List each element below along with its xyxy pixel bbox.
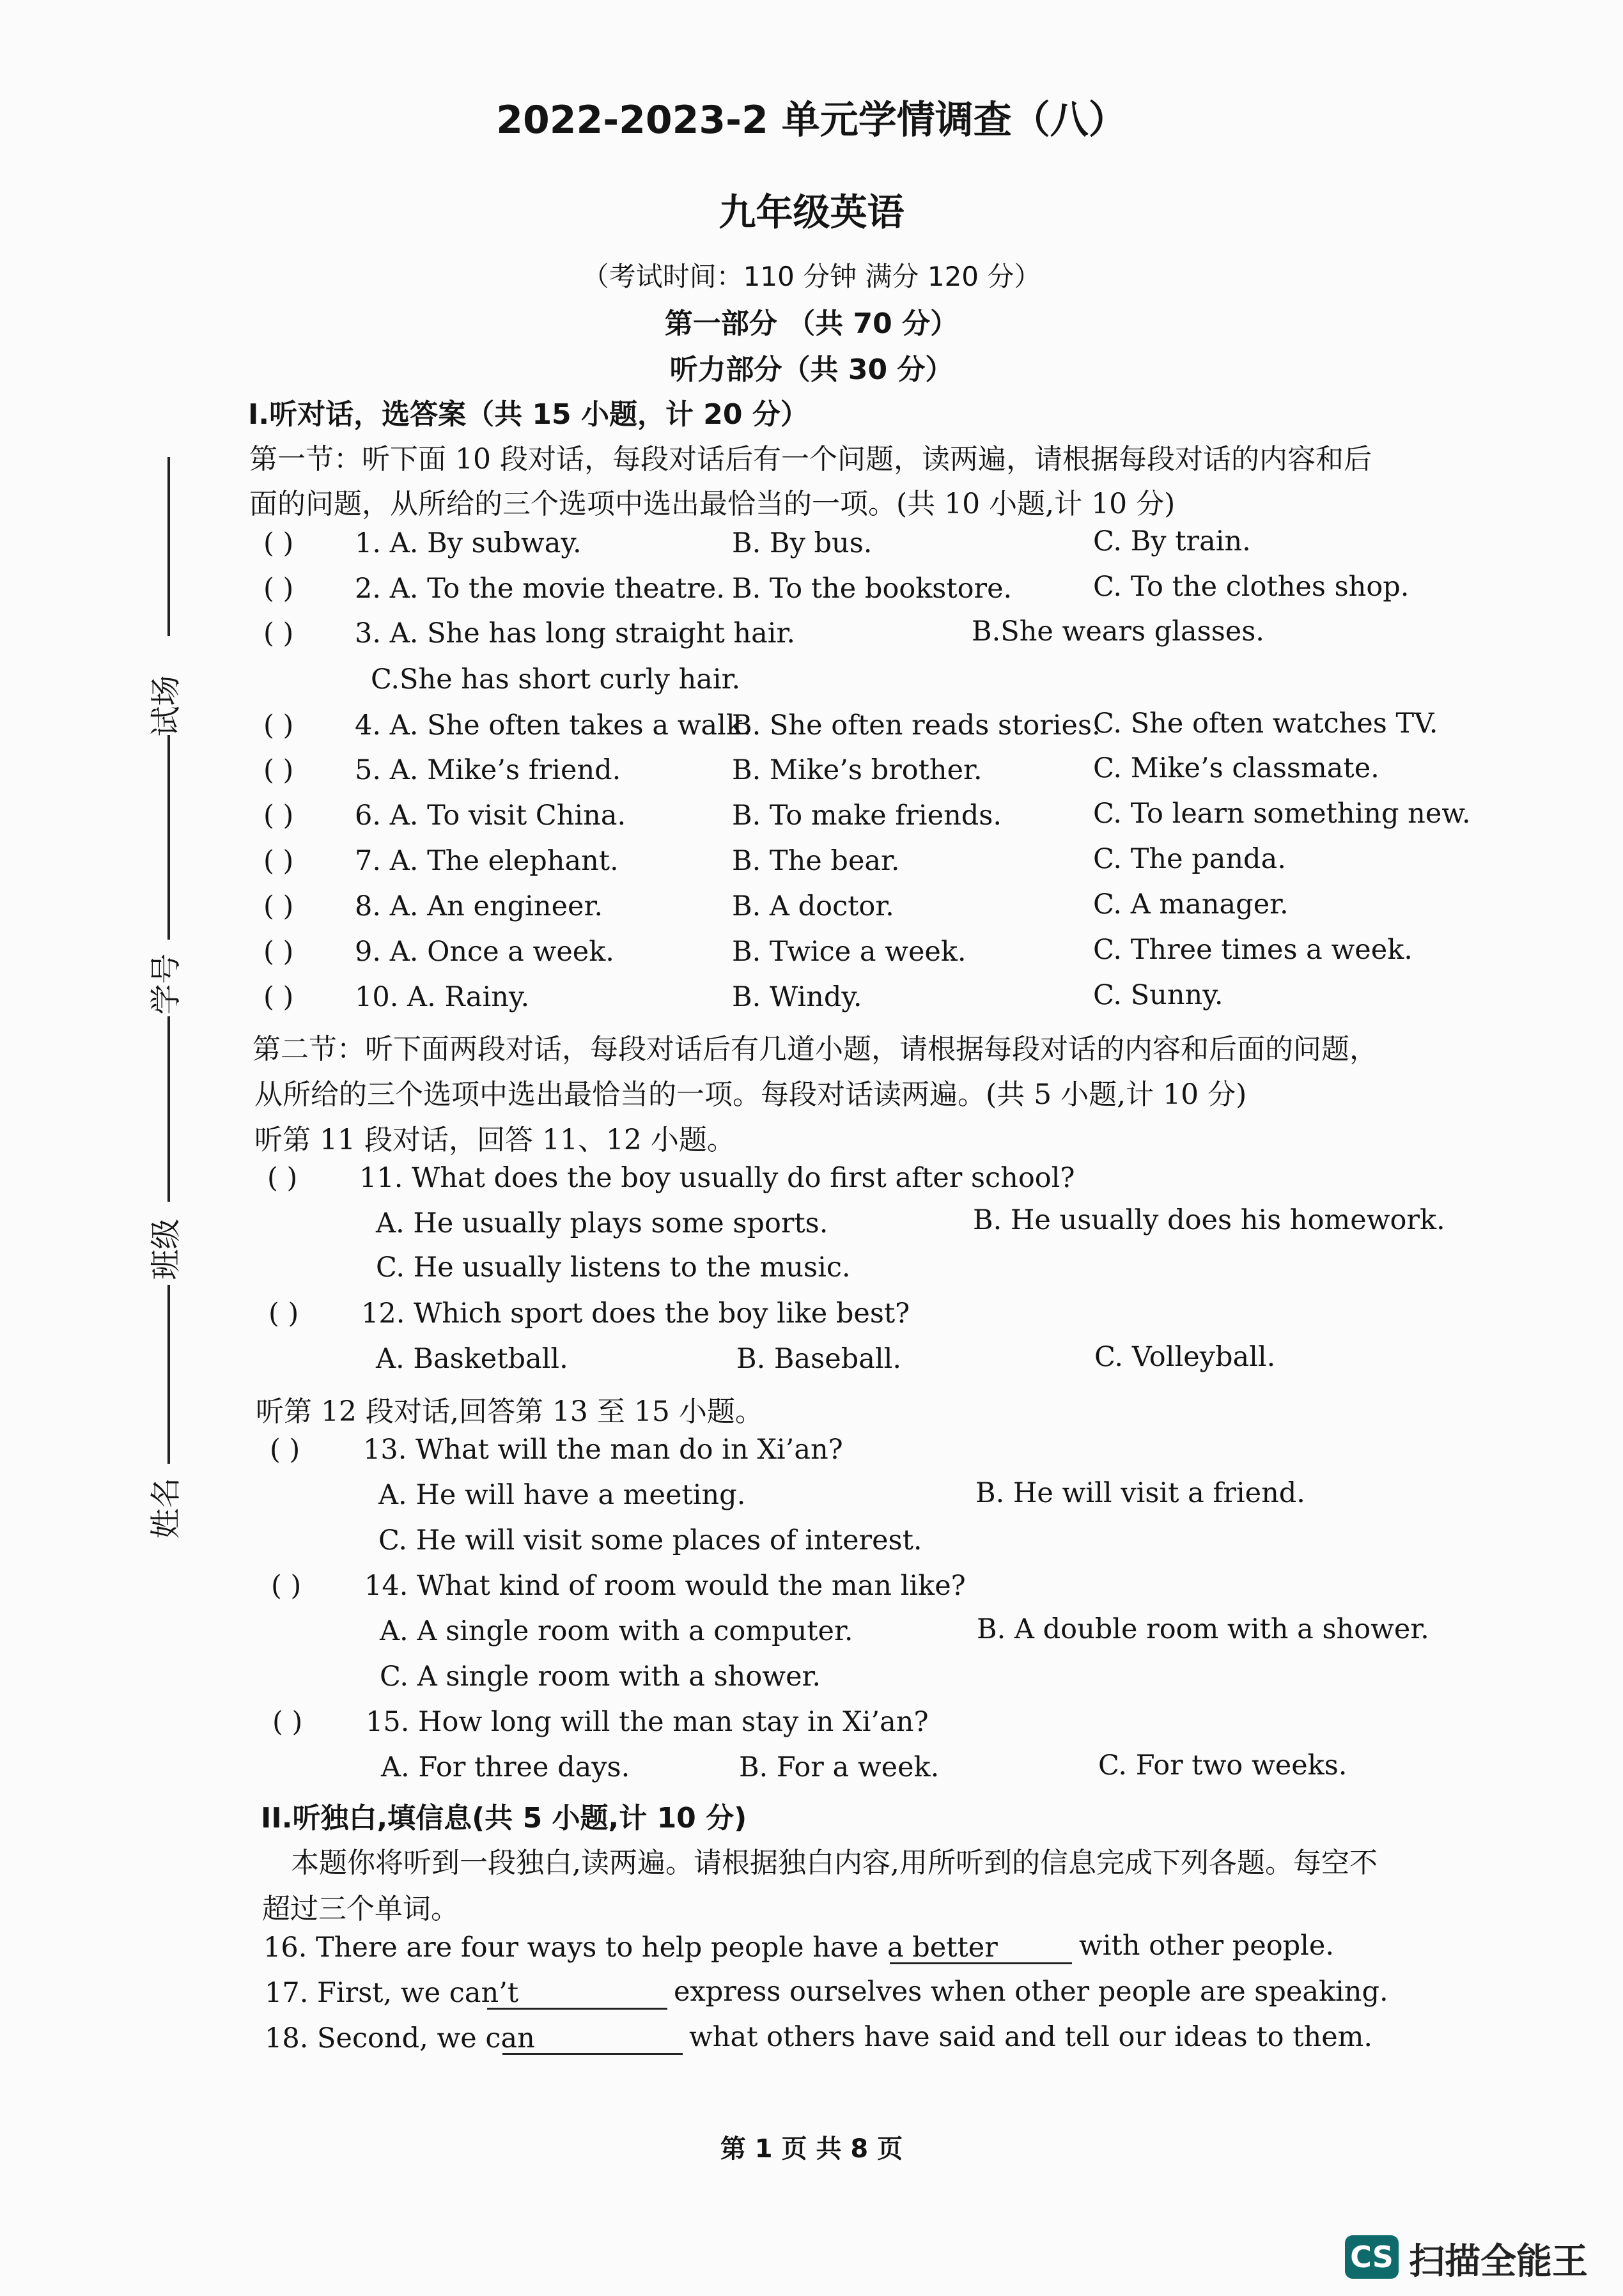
part1-instruction-2: 面的问题，从所给的三个选项中选出最恰当的一项。(共 10 小题,计 10 分) — [249, 488, 1176, 520]
q4-option-c: C. She often watches TV. — [1093, 708, 1438, 740]
student-no-label: 学号 — [148, 953, 184, 1015]
answer-paren[interactable]: ( ) — [263, 845, 294, 877]
q1-option-b: B. By bus. — [732, 527, 873, 559]
binding-line — [167, 1285, 170, 1464]
dialogue11-intro: 听第 11 段对话，回答 11、12 小题。 — [254, 1124, 735, 1156]
section2-instruction-2: 超过三个单词。 — [262, 1893, 459, 1925]
q14-question: 14. What kind of room would the man like? — [364, 1570, 966, 1602]
answer-paren[interactable]: ( ) — [272, 1706, 303, 1738]
q3-option-b: B.She wears glasses. — [972, 616, 1264, 648]
name-label: 姓名 — [148, 1477, 184, 1539]
q15-option-c: C. For two weeks. — [1098, 1749, 1347, 1781]
q15-question: 15. How long will the man stay in Xi’an? — [366, 1706, 929, 1738]
answer-paren[interactable]: ( ) — [263, 936, 294, 968]
q11-option-a: A. He usually plays some sports. — [376, 1207, 828, 1239]
q4-option-a: 4. A. She often takes a walk. — [355, 710, 752, 741]
q9-option-a: 9. A. Once a week. — [355, 936, 614, 968]
part2-instruction: 第二节：听下面两段对话，每段对话后有几道小题，请根据每段对话的内容和后面的问题， — [252, 1033, 1378, 1066]
q5-option-b: B. Mike’s brother. — [732, 754, 982, 786]
q2-option-b: B. To the bookstore. — [732, 573, 1013, 605]
q8-option-a: 8. A. An engineer. — [355, 890, 603, 922]
q12-option-c: C. Volleyball. — [1094, 1341, 1276, 1373]
q13-option-c: C. He will visit some places of interest. — [378, 1524, 922, 1556]
q11-option-c: C. He usually listens to the music. — [376, 1252, 851, 1284]
q14-option-c: C. A single room with a shower. — [380, 1661, 821, 1693]
exam-title: 2022-2023-2 单元学情调查（八） — [496, 98, 1127, 143]
q10-option-a: 10. A. Rainy. — [355, 981, 530, 1013]
q14-option-a: A. A single room with a computer. — [380, 1615, 853, 1647]
section1-heading: I.听对话，选答案（共 15 小题，计 20 分） — [248, 398, 809, 431]
q2-option-c: C. To the clothes shop. — [1093, 571, 1409, 603]
binding-line — [167, 1016, 170, 1202]
q3-option-c: C.She has short curly hair. — [371, 663, 741, 695]
venue-label: 试场 — [148, 675, 184, 737]
q8-option-b: B. A doctor. — [732, 890, 894, 922]
q18-text-after: what others have said and tell our ideas to them. — [689, 2021, 1373, 2053]
scanner-watermark: 扫描全能王 — [1409, 2241, 1588, 2283]
q6-option-a: 6. A. To visit China. — [355, 800, 626, 832]
q13-option-a: A. He will have a meeting. — [378, 1479, 746, 1511]
q12-question: 12. Which sport does the boy like best? — [361, 1298, 910, 1330]
binding-line — [167, 457, 170, 636]
scanner-logo-icon: CS — [1345, 2235, 1399, 2279]
q16-text-after: with other people. — [1079, 1930, 1334, 1962]
answer-paren[interactable]: ( ) — [263, 981, 294, 1013]
answer-paren[interactable]: ( ) — [268, 1298, 299, 1330]
q10-option-c: C. Sunny. — [1093, 979, 1223, 1011]
q17-text-after: express ourselves when other people are speaking. — [674, 1976, 1388, 2008]
listening-heading: 听力部分（共 30 分） — [669, 353, 954, 386]
q13-option-b: B. He will visit a friend. — [975, 1477, 1305, 1509]
class-label: 班级 — [148, 1218, 184, 1280]
q3-option-a: 3. A. She has long straight hair. — [355, 617, 795, 649]
q15-option-b: B. For a week. — [739, 1751, 940, 1783]
q11-option-b: B. He usually does his homework. — [973, 1204, 1445, 1236]
answer-paren[interactable]: ( ) — [263, 617, 294, 649]
q12-option-b: B. Baseball. — [736, 1343, 902, 1375]
answer-paren[interactable]: ( ) — [263, 710, 294, 741]
exam-info: （考试时间：110 分钟 满分 120 分） — [582, 261, 1041, 292]
page-number: 第 1 页 共 8 页 — [720, 2134, 903, 2164]
q7-option-b: B. The bear. — [732, 845, 900, 877]
q5-option-a: 5. A. Mike’s friend. — [355, 754, 621, 786]
q6-option-b: B. To make friends. — [732, 800, 1002, 832]
q4-option-b: B. She often reads stories. — [732, 710, 1101, 741]
q6-option-c: C. To learn something new. — [1093, 798, 1471, 830]
q10-option-b: B. Windy. — [732, 981, 862, 1013]
answer-paren[interactable]: ( ) — [263, 527, 294, 559]
q1-option-a: 1. A. By subway. — [355, 527, 582, 559]
q18-blank[interactable] — [502, 2053, 683, 2055]
answer-paren[interactable]: ( ) — [267, 1162, 298, 1194]
answer-paren[interactable]: ( ) — [271, 1570, 302, 1602]
part2-instruction-2: 从所给的三个选项中选出最恰当的一项。每段对话读两遍。(共 5 小题,计 10 分) — [254, 1078, 1247, 1111]
q12-option-a: A. Basketball. — [376, 1343, 568, 1375]
q18-text-before: 18. Second, we can — [265, 2022, 535, 2054]
q2-option-a: 2. A. To the movie theatre. — [355, 573, 725, 605]
q8-option-c: C. A manager. — [1093, 888, 1289, 920]
q9-option-b: B. Twice a week. — [732, 936, 967, 968]
q17-blank[interactable] — [487, 2008, 667, 2010]
answer-paren[interactable]: ( ) — [263, 800, 294, 832]
part1-instruction: 第一节：听下面 10 段对话，每段对话后有一个问题，读两遍，请根据每段对话的内容和后 — [249, 443, 1372, 476]
dialogue12-intro: 听第 12 段对话,回答第 13 至 15 小题。 — [256, 1395, 763, 1428]
answer-paren[interactable]: ( ) — [263, 573, 294, 605]
answer-paren[interactable]: ( ) — [270, 1434, 300, 1466]
q15-option-a: A. For three days. — [381, 1751, 630, 1783]
part-one-heading: 第一部分 （共 70 分） — [664, 307, 959, 340]
answer-paren[interactable]: ( ) — [263, 890, 294, 922]
q9-option-c: C. Three times a week. — [1093, 934, 1413, 966]
q1-option-c: C. By train. — [1093, 525, 1251, 557]
section2-heading: II.听独白,填信息(共 5 小题,计 10 分) — [261, 1802, 747, 1834]
q16-text-before: 16. There are four ways to help people have a better — [263, 1932, 998, 1964]
q5-option-c: C. Mike’s classmate. — [1093, 752, 1379, 784]
q17-text-before: 17. First, we can’t — [265, 1977, 519, 2009]
q7-option-a: 7. A. The elephant. — [355, 845, 619, 877]
q7-option-c: C. The panda. — [1093, 843, 1286, 875]
answer-paren[interactable]: ( ) — [263, 754, 294, 786]
section2-instruction: 本题你将听到一段独白,读两遍。请根据独白内容,用所听到的信息完成下列各题。每空不 — [291, 1847, 1378, 1879]
exam-subject: 九年级英语 — [718, 190, 905, 234]
q11-question: 11. What does the boy usually do first after school? — [359, 1162, 1075, 1194]
binding-line — [167, 735, 170, 940]
q13-question: 13. What will the man do in Xi’an? — [363, 1434, 843, 1466]
q16-blank[interactable] — [890, 1962, 1072, 1964]
q14-option-b: B. A double room with a shower. — [977, 1613, 1429, 1645]
